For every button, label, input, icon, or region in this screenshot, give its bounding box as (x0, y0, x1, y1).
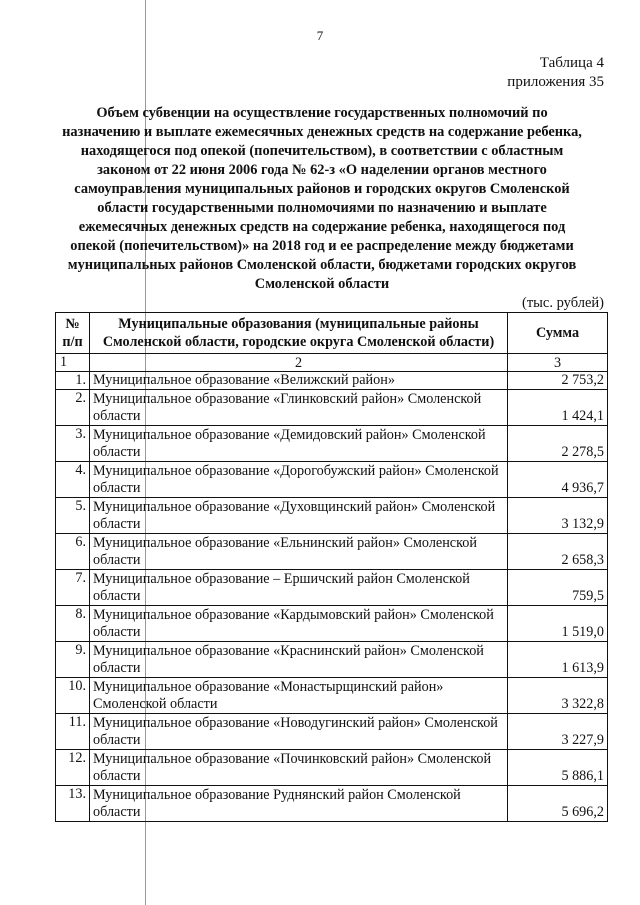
table-header-row (56, 313, 608, 354)
row-sum: 1 424,1 (508, 390, 608, 426)
row-sum: 1 519,0 (508, 606, 608, 642)
row-municipality: Муниципальное образование «Велижский район» (90, 372, 508, 390)
column-index-3: 3 (508, 354, 608, 372)
row-number: 2. (56, 390, 90, 426)
table-row (56, 786, 608, 822)
subvention-table (55, 312, 608, 822)
row-municipality: Муниципальное образование «Духовщинский район» Смоленской области (90, 498, 508, 534)
header-municipality (90, 313, 508, 354)
row-sum: 759,5 (508, 570, 608, 606)
header-number (56, 313, 90, 354)
row-sum: 5 696,2 (508, 786, 608, 822)
table-row (56, 714, 608, 750)
header-number-line2: п/п (62, 334, 83, 350)
row-sum: 3 322,8 (508, 678, 608, 714)
units-label: (тыс. рублей) (522, 295, 604, 311)
row-sum: 4 936,7 (508, 462, 608, 498)
row-number: 10. (56, 678, 90, 714)
row-number: 3. (56, 426, 90, 462)
row-municipality: Муниципальное образование «Дорогобужский район» Смоленской области (90, 462, 508, 498)
row-number: 13. (56, 786, 90, 822)
column-index-1: 1 (56, 354, 90, 372)
row-sum: 3 227,9 (508, 714, 608, 750)
row-number: 5. (56, 498, 90, 534)
table-row (56, 372, 608, 390)
row-number: 9. (56, 642, 90, 678)
table-row (56, 534, 608, 570)
table-reference-line1: Таблица 4 (539, 55, 604, 71)
table-row (56, 426, 608, 462)
row-number: 12. (56, 750, 90, 786)
header-municipality-line2: Смоленской области, городские округа Смоленской области) (102, 334, 495, 350)
row-municipality: Муниципальное образование – Ершичский район Смоленской области (90, 570, 508, 606)
table-row (56, 570, 608, 606)
table-row (56, 642, 608, 678)
row-number: 11. (56, 714, 90, 750)
row-number: 4. (56, 462, 90, 498)
row-sum: 2 753,2 (508, 372, 608, 390)
row-number: 8. (56, 606, 90, 642)
title-line: законом от 22 июня 2006 года № 62-з «О наделении органов местного (97, 162, 547, 178)
row-sum: 2 658,3 (508, 534, 608, 570)
row-sum: 1 613,9 (508, 642, 608, 678)
title-line: ежемесячных денежных средств на содержание ребенка, находящегося под (78, 219, 566, 235)
header-municipality-line1: Муниципальные образования (муниципальные районы (118, 316, 479, 332)
row-municipality: Муниципальное образование «Кардымовский район» Смоленской области (90, 606, 508, 642)
row-sum: 5 886,1 (508, 750, 608, 786)
table-row (56, 750, 608, 786)
table-row (56, 462, 608, 498)
title-line: назначению и выплате ежемесячных денежных средств на содержание ребенка, (62, 124, 582, 140)
title-line: Смоленской области (254, 276, 390, 292)
table-row (56, 606, 608, 642)
table-reference (507, 54, 604, 92)
title-line: области государственными полномочиями по назначению и выплате (97, 200, 547, 216)
row-sum: 2 278,5 (508, 426, 608, 462)
row-number: 7. (56, 570, 90, 606)
row-number: 1. (56, 372, 90, 390)
document-title (58, 104, 586, 294)
title-line: опекой (попечительством)» на 2018 год и ее распределение между бюджетами (70, 238, 574, 254)
row-municipality: Муниципальное образование «Ельнинский район» Смоленской области (90, 534, 508, 570)
row-municipality: Муниципальное образование «Демидовский район» Смоленской области (90, 426, 508, 462)
table-row (56, 390, 608, 426)
row-municipality: Муниципальное образование «Монастырщинский район» Смоленской области (90, 678, 508, 714)
header-number-line1: № (65, 316, 80, 332)
row-number: 6. (56, 534, 90, 570)
title-line: самоуправления муниципальных районов и городских округов Смоленской (74, 181, 570, 197)
title-line: находящегося под опекой (попечительством), в соответствии с областным (80, 143, 564, 159)
table-row (56, 678, 608, 714)
title-line: Объем субвенции на осуществление государственных полномочий по (96, 105, 548, 121)
row-municipality: Муниципальное образование Руднянский район Смоленской области (90, 786, 508, 822)
page-number: 7 (316, 28, 324, 43)
column-index-2: 2 (90, 354, 508, 372)
row-municipality: Муниципальное образование «Краснинский район» Смоленской области (90, 642, 508, 678)
row-municipality: Муниципальное образование «Починковский район» Смоленской области (90, 750, 508, 786)
column-index-row (56, 354, 608, 372)
table-reference-line2: приложения 35 (507, 74, 604, 90)
table-row (56, 498, 608, 534)
row-sum: 3 132,9 (508, 498, 608, 534)
header-sum: Сумма (508, 313, 608, 354)
row-municipality: Муниципальное образование «Новодугинский район» Смоленской области (90, 714, 508, 750)
title-line: муниципальных районов Смоленской области, бюджетами городских округов (67, 257, 577, 273)
row-municipality: Муниципальное образование «Глинковский район» Смоленской области (90, 390, 508, 426)
